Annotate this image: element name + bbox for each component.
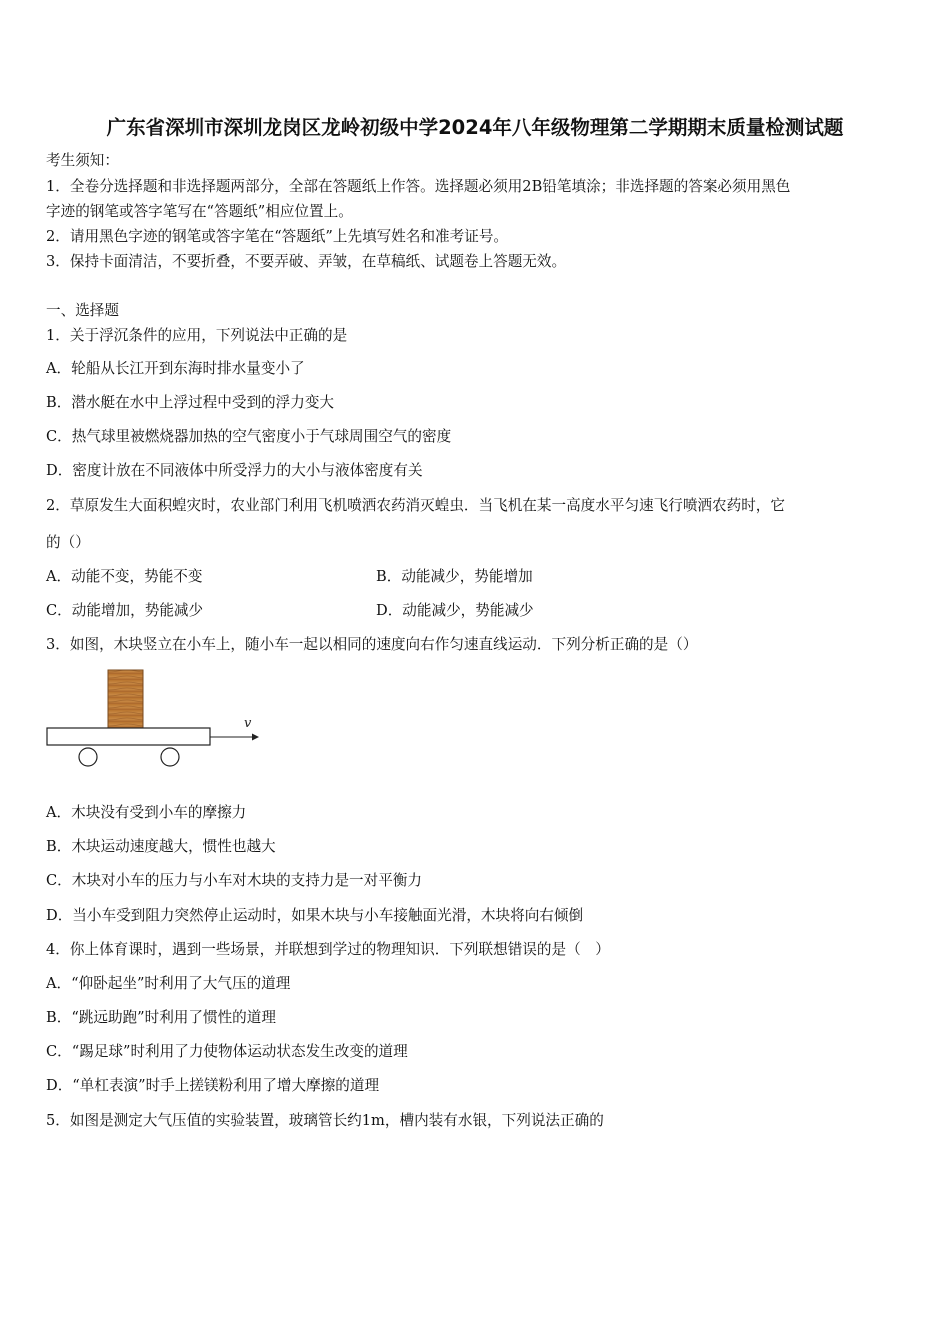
q1-option-c: C．热气球里被燃烧器加热的空气密度小于气球周围空气的密度 [46,428,452,445]
q4-option-d: D．“单杠表演”时手上搓镁粉利用了增大摩擦的道理 [46,1077,380,1094]
q3-option-c: C．木块对小车的压力与小车对木块的支持力是一对平衡力 [46,872,423,889]
q2-stem-cont: 的（） [46,534,90,551]
notice-item-1: 1．全卷分选择题和非选择题两部分，全部在答题纸上作答。选择题必须用2B铅笔填涂；非选择题的答案必须用黑色 [46,178,791,195]
notice-heading: 考生须知： [46,152,119,169]
q4-option-a: A．“仰卧起坐”时利用了大气压的道理 [46,975,291,992]
section-heading: 一、选择题 [46,302,119,319]
velocity-arrow-head [252,734,259,741]
q2-option-b: B．动能减少，势能增加 [376,568,533,585]
q2-option-d: D．动能减少，势能减少 [376,602,534,619]
q1-option-d: D．密度计放在不同液体中所受浮力的大小与液体密度有关 [46,462,423,479]
q4-option-c: C．“踢足球”时利用了力使物体运动状态发生改变的道理 [46,1043,408,1060]
notice-item-3: 3．保持卡面清洁，不要折叠，不要弄破、弄皱，在草稿纸、试题卷上答题无效。 [46,253,567,270]
notice-item-2: 2．请用黑色字迹的钢笔或答字笔在“答题纸”上先填写姓名和准考证号。 [46,228,509,245]
q3-option-b: B．木块运动速度越大，惯性也越大 [46,838,276,855]
q1-option-b: B．潜水艇在水中上浮过程中受到的浮力变大 [46,394,335,411]
q4-option-b: B．“跳远助跑”时利用了惯性的道理 [46,1009,276,1026]
q2-option-a: A．动能不变，势能不变 [46,568,203,585]
q3-option-a: A．木块没有受到小车的摩擦力 [46,804,247,821]
q2-option-c: C．动能增加，势能减少 [46,602,204,619]
q3-option-d: D．当小车受到阻力突然停止运动时，如果木块与小车接触面光滑，木块将向右倾倒 [46,907,584,924]
cart-wheel-left [79,748,97,766]
wood-block [108,670,143,728]
q3-stem: 3．如图，木块竖立在小车上，随小车一起以相同的速度向右作匀速直线运动．下列分析正确的是（） [46,636,698,653]
notice-item-1-cont: 字迹的钢笔或答字笔写在“答题纸”相应位置上。 [46,203,353,220]
velocity-label: v [244,716,252,731]
q2-stem: 2．草原发生大面积蝗灾时，农业部门利用飞机喷洒农药消灭蝗虫．当飞机在某一高度水平匀速飞行喷洒农药时，它 [46,497,785,514]
q1-stem: 1．关于浮沉条件的应用，下列说法中正确的是 [46,327,348,344]
q1-option-a: A．轮船从长江开到东海时排水量变小了 [46,360,305,377]
q4-stem: 4．你上体育课时，遇到一些场景，并联想到学过的物理知识．下列联想错误的是（ ） [46,941,610,958]
exam-title: 广东省深圳市深圳龙岗区龙岭初级中学2024年八年级物理第二学期期末质量检测试题 [106,116,844,139]
cart-wheel-right [161,748,179,766]
cart-body [47,728,210,745]
q5-stem: 5．如图是测定大气压值的实验装置，玻璃管长约1m，槽内装有水银，下列说法正确的 [46,1112,604,1129]
cart-block-figure [46,668,266,772]
